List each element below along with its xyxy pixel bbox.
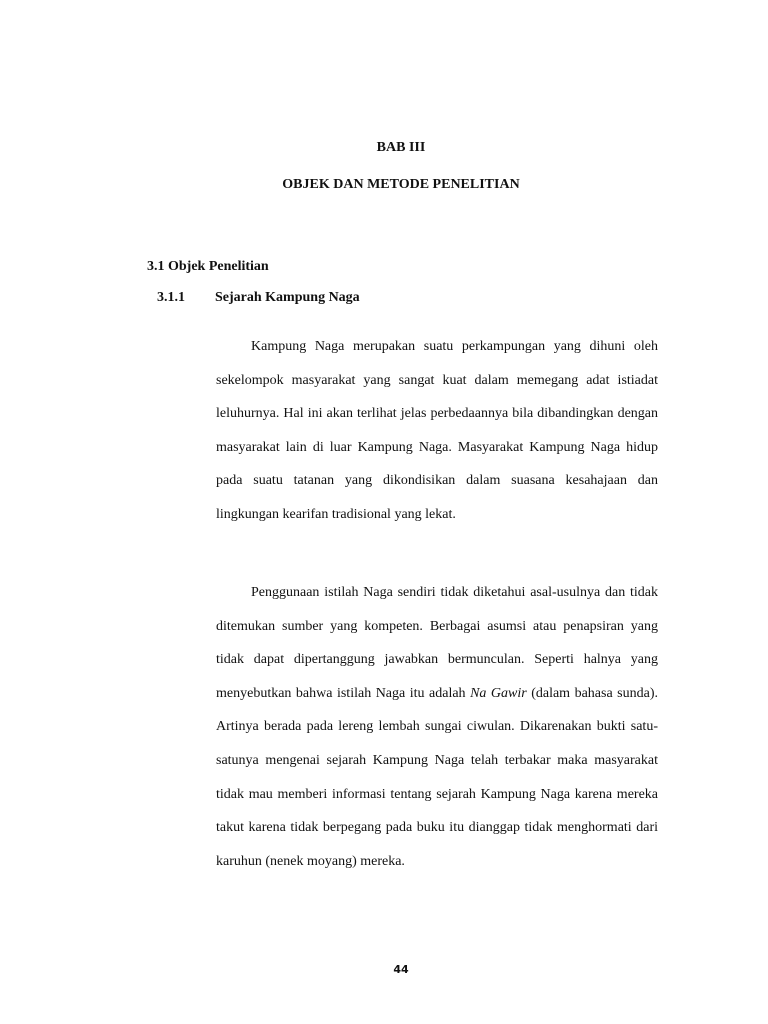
section-heading: 3.1 Objek Penelitian: [147, 259, 269, 274]
paragraph-1: [216, 330, 658, 532]
paragraph-2-text-b: (dalam bahasa sunda). Artinya berada pada lereng lembah sungai ciwulan. Dikarenakan bukti satu-satunya mengenai sejarah Kampung Naga telah terbakar maka masyarakat tidak mau memberi informasi tentang sejarah Kampung Naga karena mereka takut karena tidak berpegang pada buku itu dianggap tidak menghormati dari karuhun (nenek moyang) mereka.: [216, 685, 659, 869]
chapter-label: BAB III: [376, 140, 426, 155]
subsection-number: 3.1.1: [157, 290, 185, 305]
chapter-title: OBJEK DAN METODE PENELITIAN: [282, 177, 520, 192]
paragraph-2-text-a: Penggunaan istilah Naga sendiri tidak diketahui asal-usulnya dan tidak ditemukan sumber yang kompeten. Berbagai asumsi atau penapsiran yang tidak dapat dipertanggung jawabkan bermunculan. Seperti halnya yang menyebutkan bahwa istilah Naga itu adalah: [216, 585, 658, 701]
page-number: 44: [393, 963, 409, 976]
subsection-heading: [157, 290, 360, 306]
subsection-title: Sejarah Kampung Naga: [215, 290, 360, 305]
paragraph-1-text: Kampung Naga merupakan suatu perkampungan yang dihuni oleh sekelompok masyarakat yang sangat kuat dalam memegang adat istiadat leluhurnya. Hal ini akan terlihat jelas perbedaannya bila dibandingkan dengan masyarakat lain di luar Kampung Naga. Masyarakat Kampung Naga hidup pada suatu tatanan yang dikondisikan dalam suasana kesahajaan dan lingkungan kearifan tradisional yang lekat.: [216, 339, 658, 522]
paragraph-2-italic-term: Na Gawir: [470, 685, 527, 701]
paragraph-2: [216, 576, 658, 878]
